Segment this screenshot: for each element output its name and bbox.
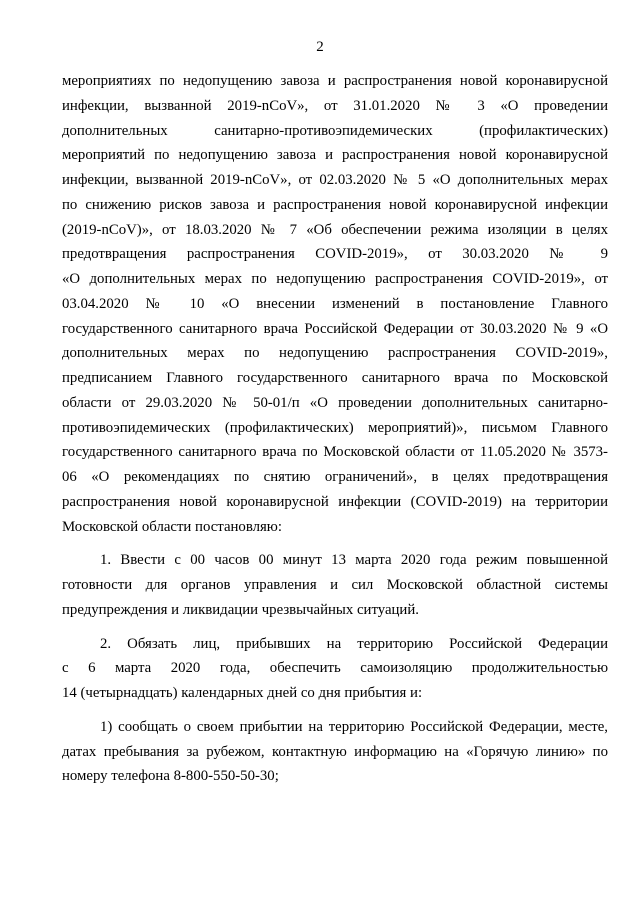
text-line: по снижению рисков завоза и распространения новой коронавирусной инфекции	[62, 196, 608, 213]
text-line: инфекции, вызванной 2019-nCoV», от 31.01.2020 № 3 «О проведении	[62, 97, 608, 114]
text-line: Московской области постановляю:	[62, 518, 282, 535]
text-line: 14 (четырнадцать) календарных дней со дня прибытия и:	[62, 685, 423, 701]
item-1-paragraph	[62, 548, 608, 622]
text-line: 2. Обязать лиц, прибывших на территорию Российской Федерации	[100, 635, 608, 652]
text-line: распространения новой коронавирусной инфекции (COVID-2019) на территории	[62, 493, 608, 510]
text-line: «О дополнительных мерах по недопущению распространения COVID-2019», от	[62, 271, 608, 287]
text-line: 1) сообщать о своем прибытии на территорию Российской Федерации, месте,	[100, 718, 608, 735]
text-line: противоэпидемических (профилактических) мероприятий)», письмом Главного	[62, 419, 608, 436]
text-line: инфекции, вызванной 2019-nCoV», от 02.03.2020 № 5 «О дополнительных мерах	[62, 172, 608, 188]
text-line: области от 29.03.2020 № 50-01/п «О проведении дополнительных санитарно-	[62, 394, 608, 411]
text-line: датах пребывания за рубежом, контактную информацию на «Горячую линию» по	[62, 743, 608, 760]
text-line: государственного санитарного врача Российской Федерации от 30.03.2020 № 9 «О	[62, 320, 608, 337]
text-line: 03.04.2020 № 10 «О внесении изменений в постановление Главного	[62, 295, 608, 312]
text-line: 06 «О рекомендациях по снятию ограничений», в целях предотвращения	[62, 469, 608, 485]
text-line: предписанием Главного государственного санитарного врача по Московской	[62, 370, 608, 386]
text-line: готовности для органов управления и сил Московской областной системы	[62, 577, 608, 593]
document-body	[62, 69, 608, 789]
text-line: предупреждения и ликвидации чрезвычайных ситуаций.	[62, 601, 419, 618]
subitem-1-paragraph	[62, 715, 608, 789]
text-line: (2019-nCoV)», от 18.03.2020 № 7 «Об обеспечении режима изоляции в целях	[62, 221, 608, 238]
text-line: номеру телефона 8-800-550-50-30;	[62, 768, 279, 785]
intro-paragraph	[62, 69, 608, 539]
page-number: 2	[316, 39, 324, 55]
text-line: 1. Ввести с 00 часов 00 минут 13 марта 2020 года режим повышенной	[100, 552, 608, 569]
text-line: с 6 марта 2020 года, обеспечить самоизоляцию продолжительностью	[62, 660, 608, 677]
text-line: дополнительных санитарно-противоэпидемических (профилактических)	[62, 122, 608, 139]
text-line: мероприятий по недопущению завоза и распространения новой коронавирусной	[62, 147, 608, 164]
text-line: государственного санитарного врача по Московской области от 11.05.2020 № 3573-	[62, 444, 608, 461]
item-2-paragraph	[62, 632, 608, 706]
text-line: дополнительных мерах по недопущению распространения COVID-2019»,	[62, 345, 608, 362]
text-line: предотвращения распространения COVID-2019», от 30.03.2020 № 9	[62, 246, 608, 263]
text-line: мероприятиях по недопущению завоза и распространения новой коронавирусной	[62, 73, 608, 89]
